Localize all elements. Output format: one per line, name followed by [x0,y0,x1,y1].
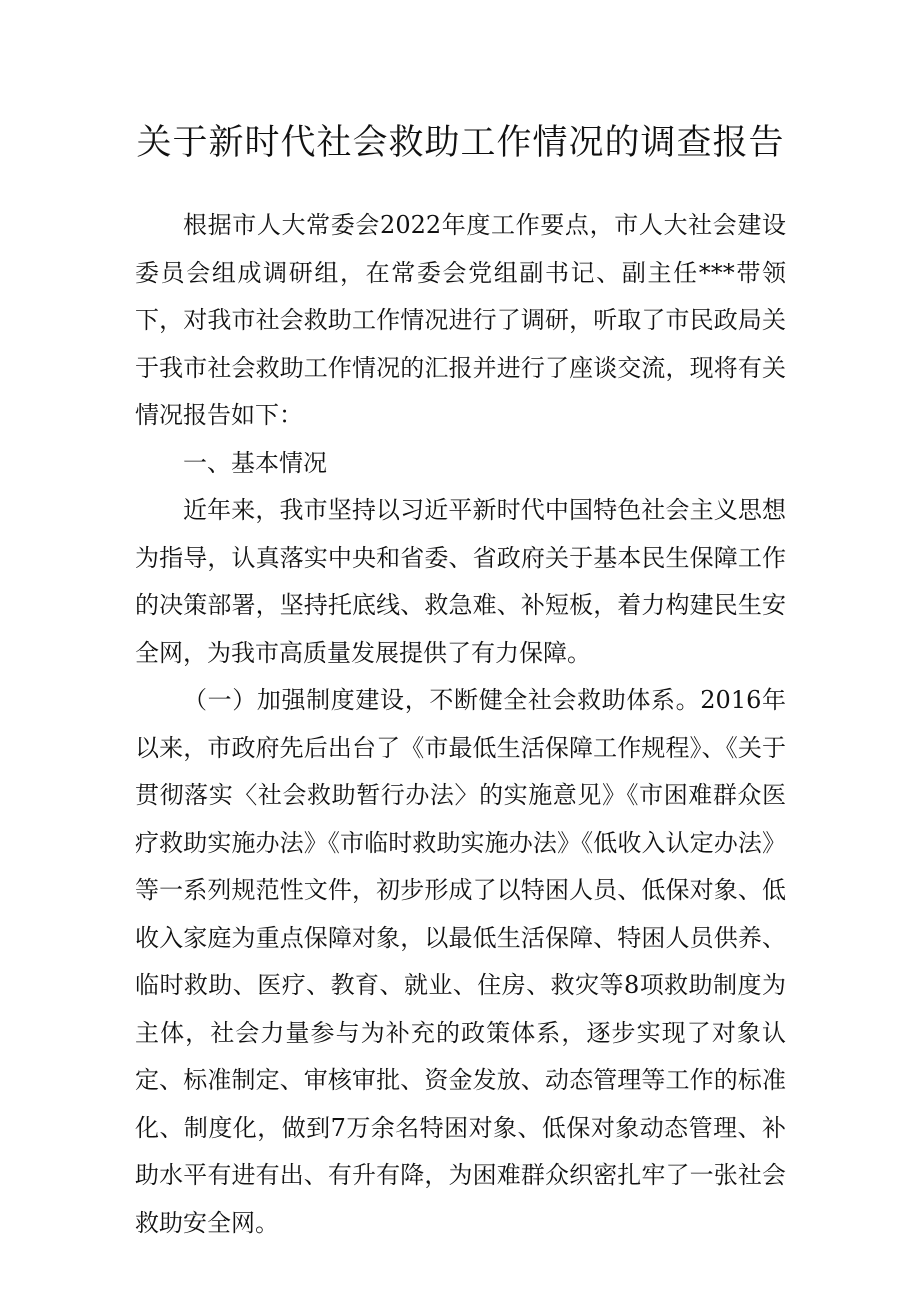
document-body [135,202,786,1247]
document-title: 关于新时代社会救助工作情况的调查报告 [136,123,785,163]
paragraph-institution-building: （一）加强制度建设，不断健全社会救助体系。2016年以来，市政府先后出台了《市最低生活保障工作规程》、《关于贯彻落实〈社会救助暂行办法〉的实施意见》《市困难群众医疗救助实施办法》《市临时救助实施办法》《低收入认定办法》等一系列规范性文件，初步形成了以特困人员、低保对象、低收入家庭为重点保障对象，以最低生活保障、特困人员供养、临时救助、医疗、教育、就业、住房、救灾等8项救助制度为主体，社会力量参与为补充的政策体系，逐步实现了对象认定、标准制定、审核审批、资金发放、动态管理等工作的标准化、制度化，做到7万余名特困对象、低保对象动态管理、补助水平有进有出、有升有降，为困难群众织密扎牢了一张社会救助安全网。 [135,686,786,1237]
section-heading-basic-situation: 一、基本情况 [183,448,327,477]
paragraph-overview: 近年来，我市坚持以习近平新时代中国特色社会主义思想为指导，认真落实中央和省委、省政府关于基本民生保障工作的决策部署，坚持托底线、救急难、补短板，着力构建民生安全网，为我市高质量发展提供了有力保障。 [135,496,786,667]
paragraph-intro: 根据市人大常委会2022年度工作要点，市人大社会建设委员会组成调研组，在常委会党组副书记、副主任***带领下，对我市社会救助工作情况进行了调研，听取了市民政局关于我市社会救助工作情况的汇报并进行了座谈交流，现将有关情况报告如下： [135,211,786,429]
